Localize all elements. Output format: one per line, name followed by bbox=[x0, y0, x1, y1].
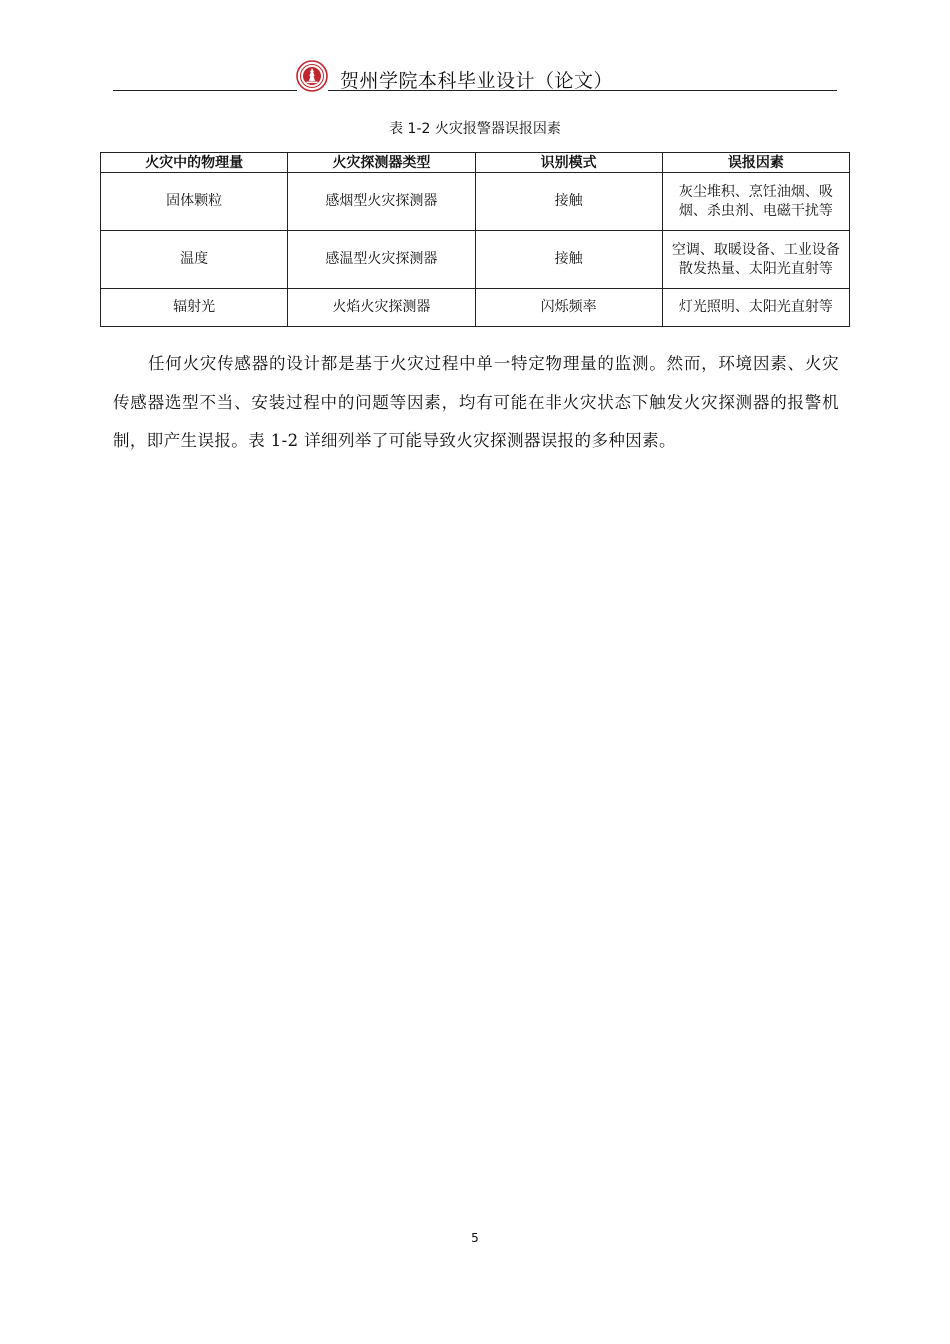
table-cell: 感温型火灾探测器 bbox=[288, 231, 475, 289]
table-cell: 辐射光 bbox=[101, 289, 288, 327]
table-cell: 感烟型火灾探测器 bbox=[288, 173, 475, 231]
table-header-row bbox=[101, 153, 850, 173]
table-cell: 固体颗粒 bbox=[101, 173, 288, 231]
header-title: 贺州学院本科毕业设计（论文） bbox=[340, 70, 614, 92]
page-number: 5 bbox=[471, 1231, 479, 1245]
university-seal-icon bbox=[296, 60, 328, 92]
false-alarm-table bbox=[100, 152, 850, 327]
table-row bbox=[101, 231, 850, 289]
table-cell: 火焰火灾探测器 bbox=[288, 289, 475, 327]
column-header: 火灾探测器类型 bbox=[288, 153, 475, 173]
table-cell: 接触 bbox=[475, 173, 662, 231]
column-header: 识别模式 bbox=[475, 153, 662, 173]
table-cell: 灰尘堆积、烹饪油烟、吸烟、杀虫剂、电磁干扰等 bbox=[662, 173, 849, 231]
column-header: 火灾中的物理量 bbox=[101, 153, 288, 173]
table-row bbox=[101, 289, 850, 327]
table-cell: 灯光照明、太阳光直射等 bbox=[662, 289, 849, 327]
body-paragraph: 任何火灾传感器的设计都是基于火灾过程中单一特定物理量的监测。然而，环境因素、火灾传感器选型不当、安装过程中的问题等因素，均有可能在非火灾状态下触发火灾探测器的报警机制，即产生误报。表 1-2 详细列举了可能导致火灾探测器误报的多种因素。 bbox=[113, 354, 839, 450]
table-cell: 温度 bbox=[101, 231, 288, 289]
table-caption: 表 1-2 火灾报警器误报因素 bbox=[389, 121, 561, 137]
table-cell: 闪烁频率 bbox=[475, 289, 662, 327]
table-cell: 接触 bbox=[475, 231, 662, 289]
header-rule-left bbox=[113, 90, 297, 91]
column-header: 误报因素 bbox=[662, 153, 849, 173]
table-row bbox=[101, 173, 850, 231]
table-cell: 空调、取暖设备、工业设备散发热量、太阳光直射等 bbox=[662, 231, 849, 289]
